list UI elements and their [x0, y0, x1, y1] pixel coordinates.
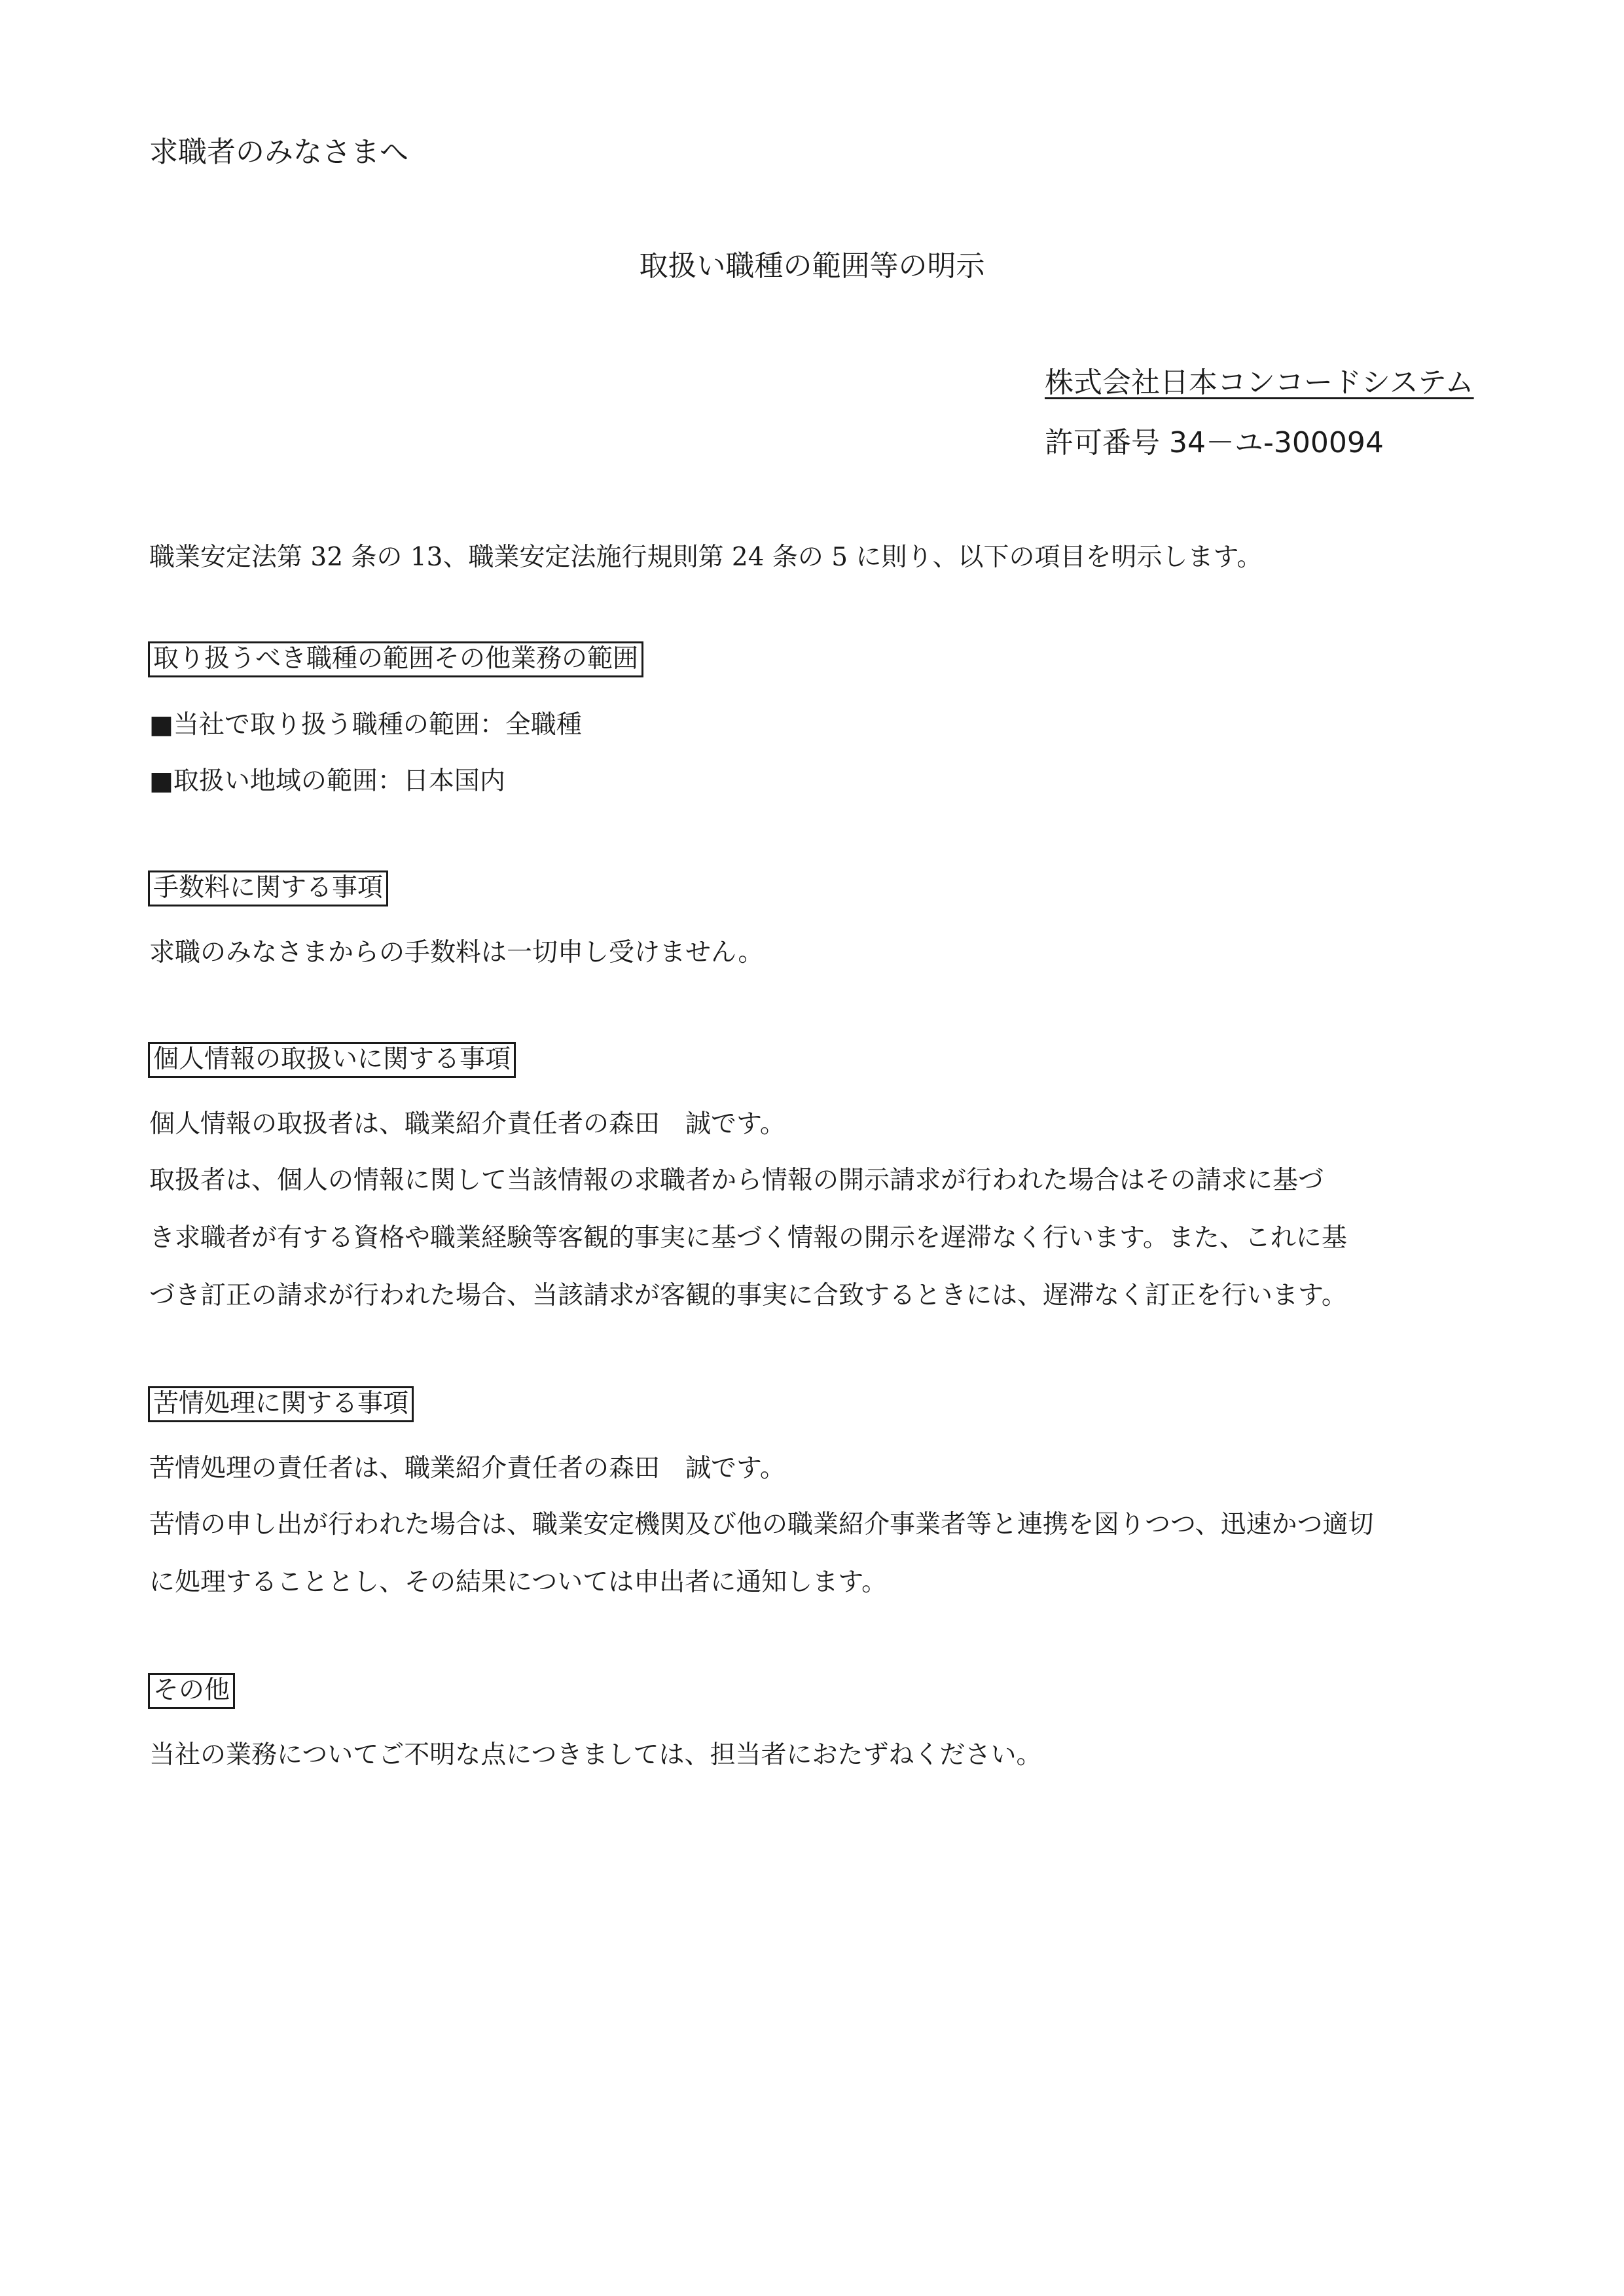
other-line: 当社の業務についてご不明な点につきましては、担当者におたずねください。 [149, 1740, 1042, 1770]
section-heading-fees: 手数料に関する事項 [148, 870, 388, 906]
greeting: 求職者のみなさまへ [149, 135, 408, 169]
company-name: 株式会社日本コンコードシステム [1045, 366, 1474, 399]
privacy-line-2: 取扱者は、個人の情報に関して当該情報の求職者から情報の開示請求が行われた場合はその請求に基づ [149, 1166, 1324, 1195]
license-number: 許可番号 34－ユ-300094 [1045, 426, 1384, 459]
intro-text: 職業安定法第 32 条の 13、職業安定法施行規則第 24 条の 5 に則り、以下の項目を明示します。 [149, 543, 1263, 572]
section-heading-other: その他 [148, 1673, 235, 1709]
privacy-line-4: づき訂正の請求が行われた場合、当該請求が客観的事実に合致するときには、遅滞なく訂正を行います。 [149, 1281, 1347, 1310]
section-heading-scope: 取り扱うべき職種の範囲その他業務の範囲 [148, 641, 643, 677]
scope-region-line: ■取扱い地域の範囲：日本国内 [149, 766, 505, 796]
fees-line: 求職のみなさまからの手数料は一切申し受けません。 [149, 938, 764, 967]
scope-occupations-line: ■当社で取り扱う職種の範囲：全職種 [149, 710, 582, 740]
section-heading-complaints: 苦情処理に関する事項 [148, 1386, 414, 1422]
privacy-line-1: 個人情報の取扱者は、職業紹介責任者の森田 誠です。 [149, 1109, 785, 1139]
section-heading-privacy: 個人情報の取扱いに関する事項 [148, 1042, 516, 1078]
document-title: 取扱い職種の範囲等の明示 [639, 249, 985, 283]
complaints-line-1: 苦情処理の責任者は、職業紹介責任者の森田 誠です。 [149, 1454, 785, 1483]
complaints-line-2: 苦情の申し出が行われた場合は、職業安定機関及び他の職業紹介事業者等と連携を図りつつ、迅速かつ適切 [149, 1510, 1374, 1539]
complaints-line-3: に処理することとし、その結果については申出者に通知します。 [149, 1568, 888, 1597]
privacy-line-3: き求職者が有する資格や職業経験等客観的事実に基づく情報の開示を遅滞なく行います。また、これに基 [149, 1223, 1347, 1253]
